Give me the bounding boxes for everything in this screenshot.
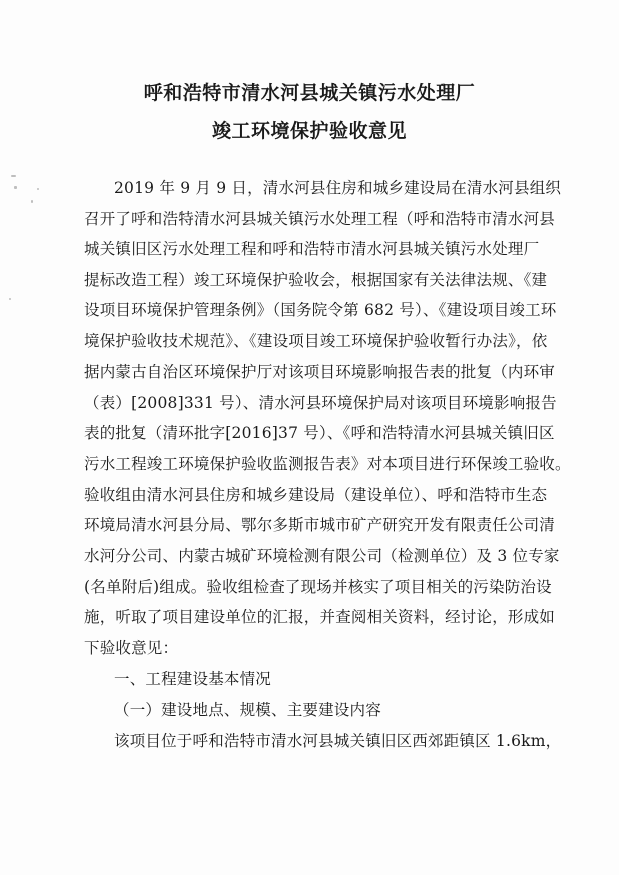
body-line: (名单附后)组成。验收组检查了现场并核实了项目相关的污染防治设 bbox=[84, 578, 552, 596]
subsection-heading: （一）建设地点、规模、主要建设内容 bbox=[114, 701, 381, 719]
scan-mark bbox=[11, 175, 16, 177]
document-title-line-1: 呼和浩特市清水河县城关镇污水处理厂 bbox=[143, 82, 476, 104]
body-line: 环境局清水河县分局、鄂尔多斯市城市矿产研究开发有限责任公司清 bbox=[84, 516, 556, 534]
body-line: 水河分公司、内蒙古城矿环境检测有限公司（检测单位）及 3 位专家 bbox=[84, 547, 560, 565]
body-line: （表）[2008]331 号）、清水河县环境保护局对该项目环境影响报告 bbox=[84, 394, 557, 412]
body-line: 城关镇旧区污水处理工程和呼和浩特市清水河县城关镇污水处理厂 bbox=[84, 240, 540, 258]
scan-mark bbox=[31, 200, 33, 203]
body-line: 验收组由清水河县住房和城乡建设局（建设单位）、呼和浩特市生态 bbox=[84, 486, 548, 504]
body-line: 表的批复（清环批字[2016]37 号）、《呼和浩特清水河县城关镇旧区 bbox=[84, 424, 555, 442]
body-line: 该项目位于呼和浩特市清水河县城关镇旧区西郊距镇区 1.6km， bbox=[114, 732, 562, 750]
body-line: 2019 年 9 月 9 日，清水河县住房和城乡建设局在清水河县组织 bbox=[114, 179, 562, 197]
body-line: 下验收意见： bbox=[84, 639, 179, 657]
scan-mark bbox=[9, 298, 11, 300]
body-line: 污水工程竣工环境保护验收监测报告表》对本项目进行环保竣工验收。 bbox=[84, 455, 571, 473]
document-title-line-2: 竣工环境保护验收意见 bbox=[211, 120, 407, 142]
body-line: 境保护验收技术规范》、《建设项目竣工环境保护验收暂行办法》，依 bbox=[84, 332, 548, 350]
body-line: 设项目环境保护管理条例》（国务院令第 682 号）、《建设项目竣工环 bbox=[84, 301, 557, 319]
body-line: 提标改造工程）竣工环境保护验收会，根据国家有关法律法规、《建 bbox=[84, 271, 548, 289]
body-line: 据内蒙古自治区环境保护厅对该项目环境影响报告表的批复（内环审 bbox=[84, 363, 556, 381]
section-heading: 一、工程建设基本情况 bbox=[114, 670, 272, 688]
body-line: 召开了呼和浩特清水河县城关镇污水处理工程（呼和浩特市清水河县 bbox=[84, 210, 556, 228]
scan-mark bbox=[37, 188, 39, 190]
body-line: 施，听取了项目建设单位的汇报，并查阅相关资料，经讨论，形成如 bbox=[84, 608, 556, 626]
scan-mark bbox=[14, 186, 17, 189]
